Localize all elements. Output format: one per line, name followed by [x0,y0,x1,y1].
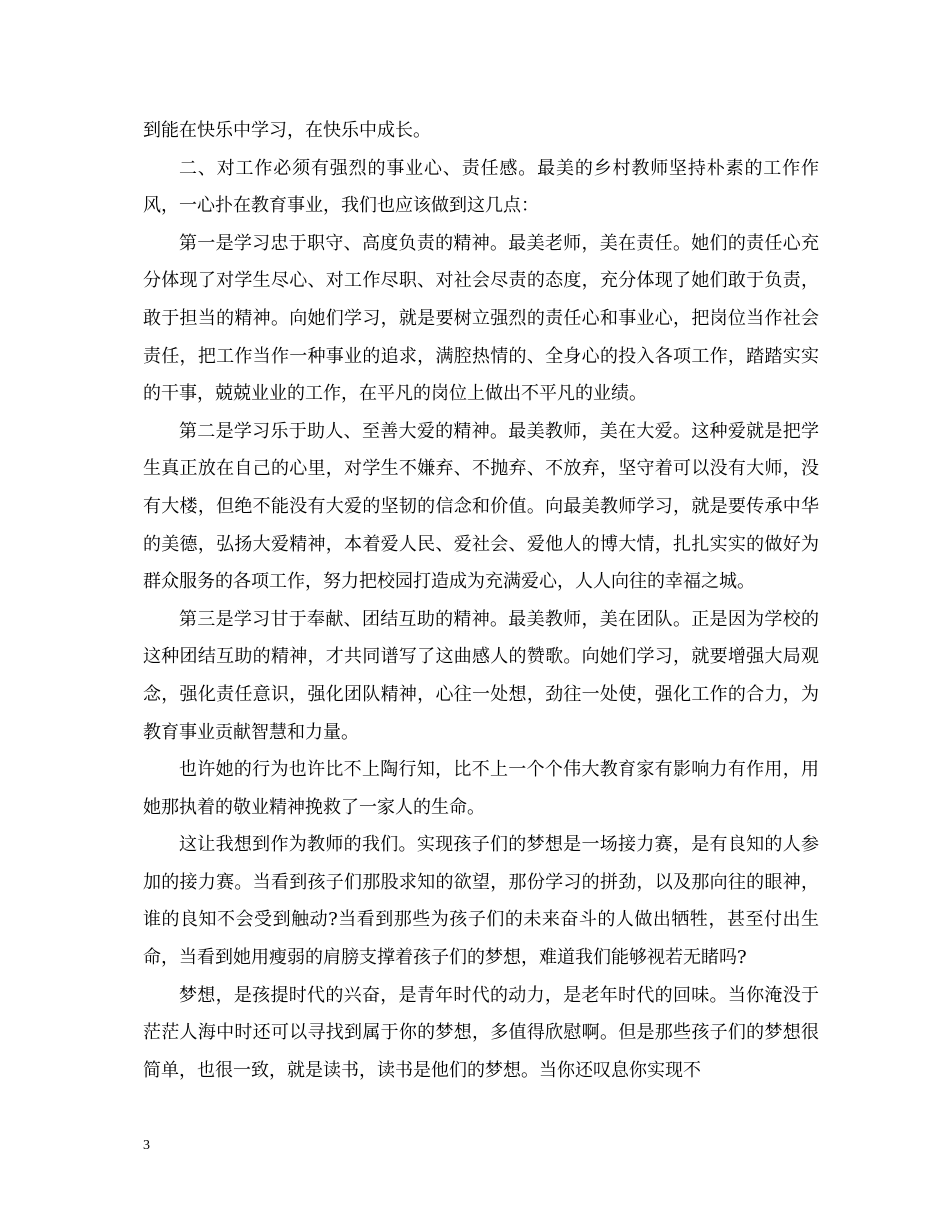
paragraph: 这让我想到作为教师的我们。实现孩子们的梦想是一场接力赛，是有良知的人参加的接力赛。当看到孩子们那股求知的欲望，那份学习的拼劲，以及那向往的眼神，谁的良知不会受到触动?当看到那些为孩子们的未来奋斗的人做出牺牲，甚至付出生命，当看到她用瘦弱的肩膀支撑着孩子们的梦想，难道我们能够视若无睹吗? [143,834,819,969]
document-body [143,112,819,1089]
paragraph: 到能在快乐中学习，在快乐中成长。 [143,120,431,141]
paragraph: 第二是学习乐于助人、至善大爱的精神。最美教师，美在大爱。这种爱就是把学生真正放在自己的心里，对学生不嫌弃、不抛弃、不放弃，坚守着可以没有大师，没有大楼，但绝不能没有大爱的坚韧的信念和价值。向最美教师学习，就是要传承中华的美德，弘扬大爱精神，本着爱人民、爱社会、爱他人的博大情，扎扎实实的做好为群众服务的各项工作，努力把校园打造成为充满爱心，人人向往的幸福之城。 [143,420,819,593]
page-number: 3 [143,1138,150,1153]
paragraph: 梦想，是孩提时代的兴奋，是青年时代的动力，是老年时代的回味。当你淹没于茫茫人海中时还可以寻找到属于你的梦想，多值得欣慰啊。但是那些孩子们的梦想很简单，也很一致，就是读书，读书是他们的梦想。当你还叹息你实现不 [143,984,819,1081]
paragraph: 二、对工作必须有强烈的事业心、责任感。最美的乡村教师坚持朴素的工作作风，一心扑在教育事业，我们也应该做到这几点： [143,157,819,217]
paragraph: 第一是学习忠于职守、高度负责的精神。最美老师，美在责任。她们的责任心充分体现了对学生尽心、对工作尽职、对社会尽责的态度，充分体现了她们敢于负责，敢于担当的精神。向她们学习，就是要树立强烈的责任心和事业心，把岗位当作社会责任，把工作当作一种事业的追求，满腔热情的、全身心的投入各项工作，踏踏实实的干事，兢兢业业的工作，在平凡的岗位上做出不平凡的业绩。 [143,232,819,405]
paragraph: 第三是学习甘于奉献、团结互助的精神。最美教师，美在团队。正是因为学校的这种团结互助的精神，才共同谱写了这曲感人的赞歌。向她们学习，就要增强大局观念，强化责任意识，强化团队精神，心往一处想，劲往一处使，强化工作的合力，为教育事业贡献智慧和力量。 [143,608,819,743]
paragraph: 也许她的行为也许比不上陶行知，比不上一个个伟大教育家有影响力有作用，用她那执着的敬业精神挽救了一家人的生命。 [143,759,819,818]
